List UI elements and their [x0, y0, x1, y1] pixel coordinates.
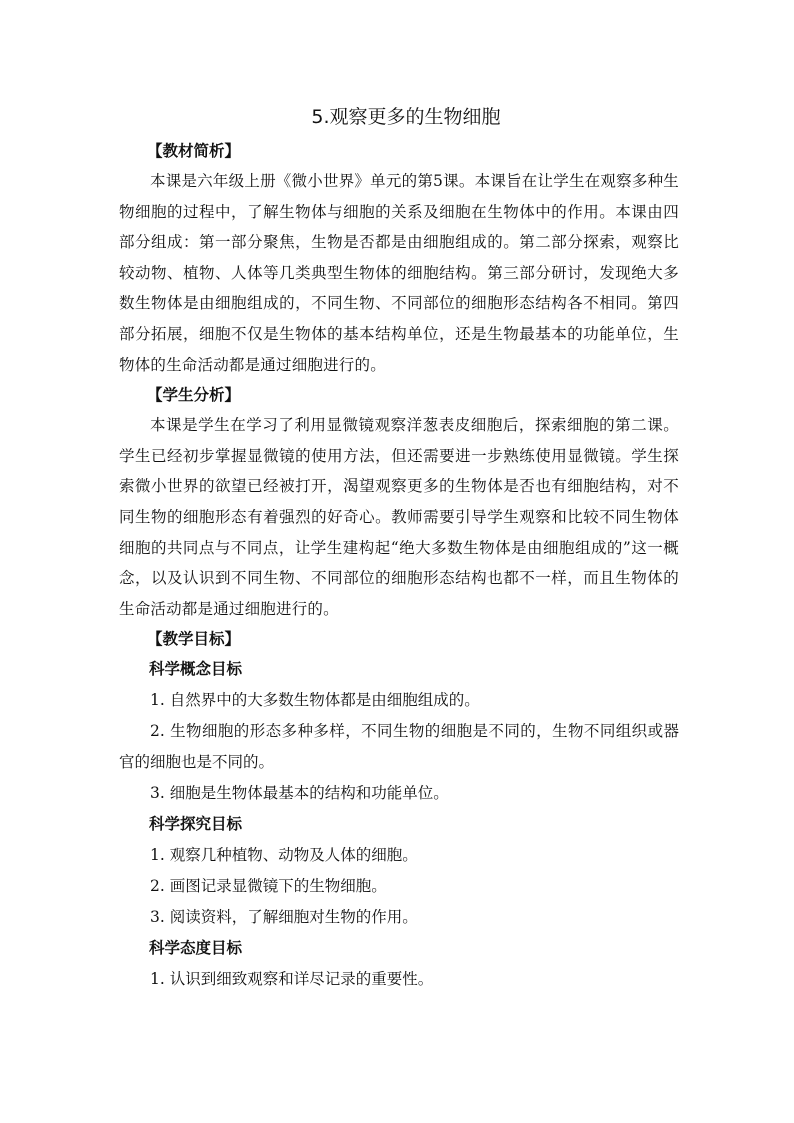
goal-heading-concept: 科学概念目标 [149, 660, 243, 679]
goal-item: 1. 观察几种植物、动物及人体的细胞。 [150, 846, 418, 865]
section-paragraph-student-analysis: 本课是学生在学习了利用显微镜观察洋葱表皮细胞后，探索细胞的第二课。学生已经初步掌握显微镜的使用方法，但还需要进一步熟练使用显微镜。学生探索微小世界的欲望已经被打开，渴望观察更多的生物体是否也有细胞结构，对不同生物的细胞形态有着强烈的好奇心。教师需要引导学生观察和比较不同生物体细胞的共同点与不同点，让学生建构起“绝大多数生物体是由细胞组成的”这一概念，以及认识到不同生物、不同部位的细胞形态结构也都不一样，而且生物体的生命活动都是通过细胞进行的。 [119, 416, 679, 618]
goal-heading-attitude: 科学态度目标 [149, 939, 243, 958]
document-title: 5.观察更多的生物细胞 [311, 106, 501, 128]
section-paragraph-textbook-analysis: 本课是六年级上册《微小世界》单元的第5课。本课旨在让学生在观察多种生物细胞的过程中，了解生物体与细胞的关系及细胞在生物体中的作用。本课由四部分组成：第一部分聚焦，生物是否都是由细胞组成的。第二部分探索，观察比较动物、植物、人体等几类典型生物体的细胞结构。第三部分研讨，发现绝大多数生物体是由细胞组成的，不同生物、不同部位的细胞形态结构各不相同。第四部分拓展，细胞不仅是生物体的基本结构单位，还是生物最基本的功能单位，生物体的生命活动都是通过细胞进行的。 [119, 172, 679, 374]
goal-item: 2. 生物细胞的形态多种多样，不同生物的细胞是不同的，生物不同组织或器官的细胞也是不同的。 [119, 722, 679, 772]
goal-heading-inquiry: 科学探究目标 [149, 815, 243, 834]
document-content [119, 100, 679, 995]
section-heading-teaching-goals: 【教学目标】 [147, 630, 241, 649]
goal-item: 2. 画图记录显微镜下的生物细胞。 [150, 877, 387, 896]
goal-item: 1. 认识到细致观察和详尽记录的重要性。 [150, 970, 434, 989]
goal-item: 1. 自然界中的大多数生物体都是由细胞组成的。 [150, 691, 480, 710]
section-heading-textbook-analysis: 【教材简析】 [147, 142, 241, 160]
goal-item: 3. 细胞是生物体最基本的结构和功能单位。 [150, 784, 449, 803]
goal-item: 3. 阅读资料，了解细胞对生物的作用。 [150, 908, 418, 927]
section-heading-student-analysis: 【学生分析】 [147, 386, 241, 405]
